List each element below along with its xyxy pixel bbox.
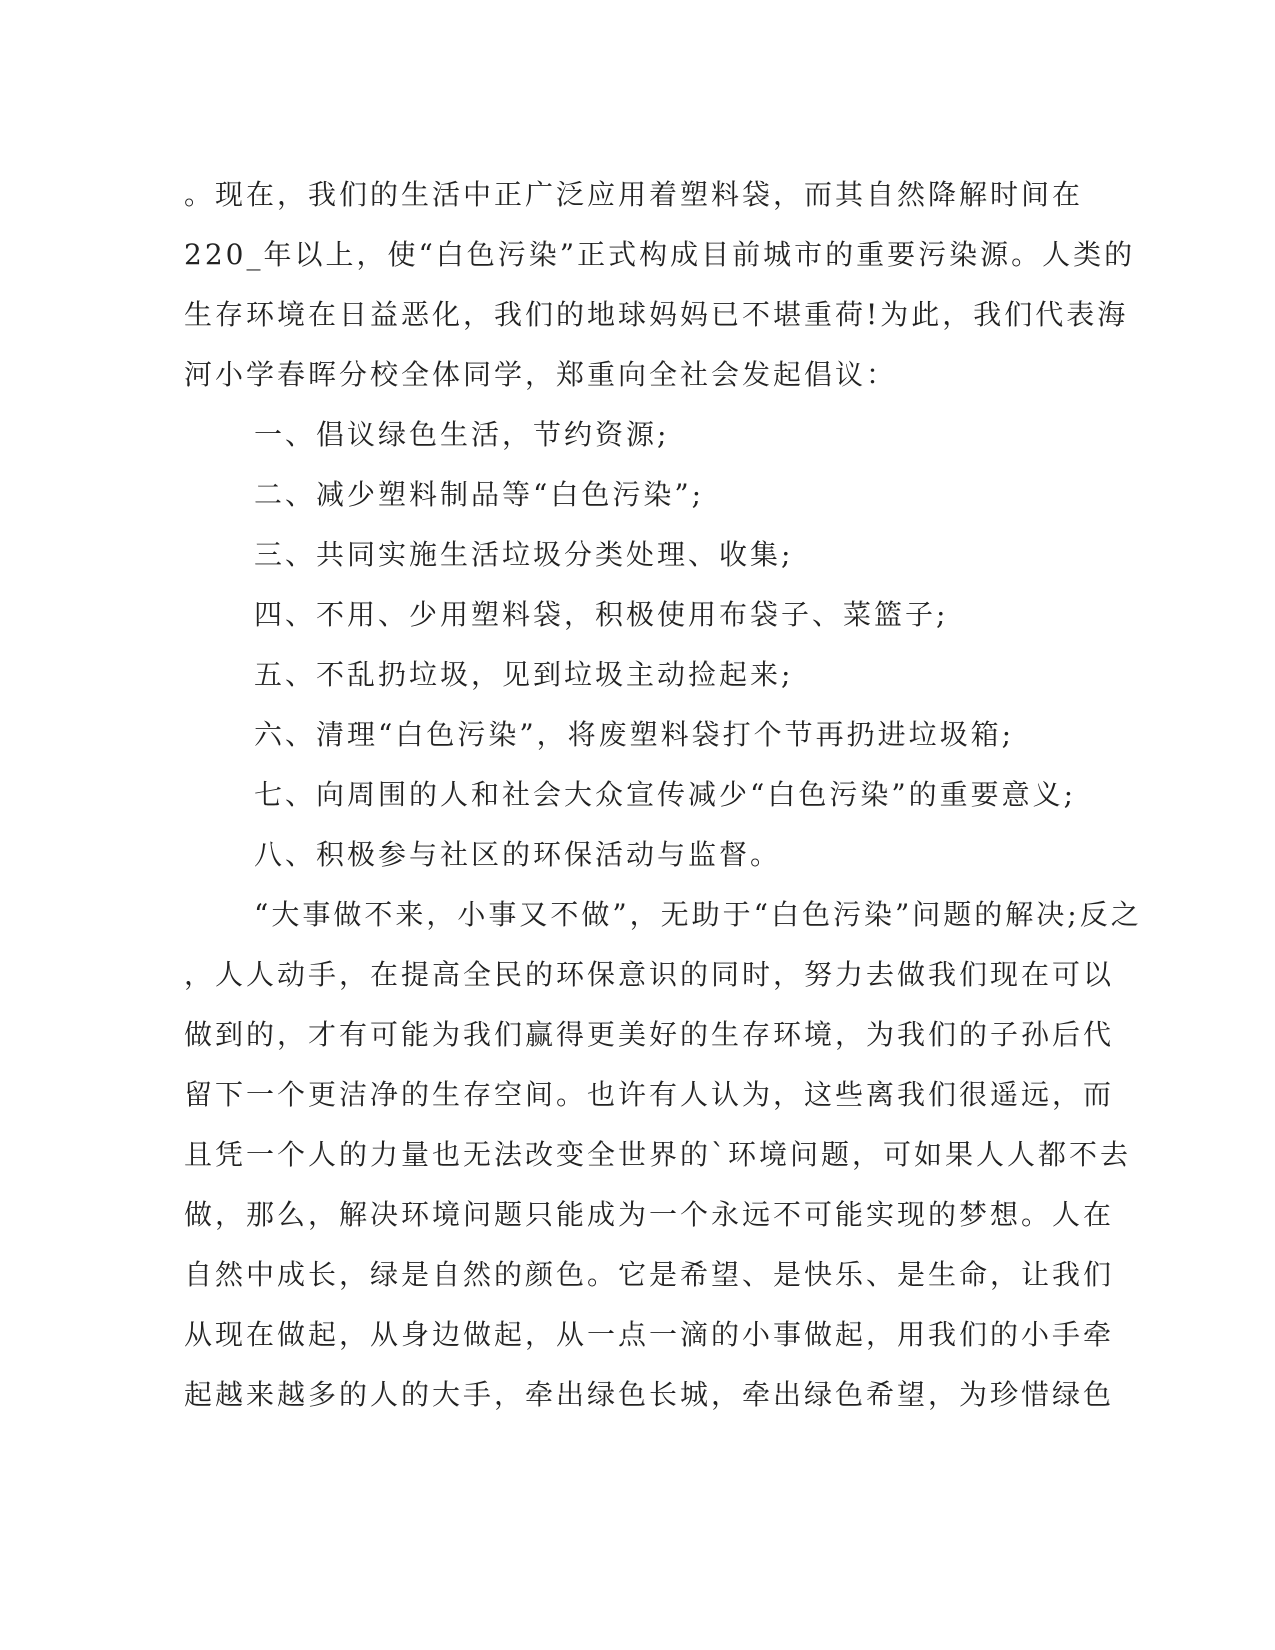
proposal-item: 四、不用、少用塑料袋，积极使用布袋子、菜篮子; [254,598,949,631]
paragraph-line: 做，那么，解决环境问题只能成为一个永远不可能实现的梦想。人在 [184,1198,1115,1231]
paragraph-line: 生存环境在日益恶化，我们的地球妈妈已不堪重荷!为此，我们代表海 [184,298,1129,331]
proposal-item: 七、向周围的人和社会大众宣传减少“白色污染”的重要意义; [254,778,1077,811]
paragraph-line: 自然中成长，绿是自然的颜色。它是希望、是快乐、是生命，让我们 [184,1258,1115,1291]
proposal-item: 三、共同实施生活垃圾分类处理、收集; [254,538,794,571]
proposal-item: 二、减少塑料制品等“白色污染”; [254,478,705,511]
paragraph-line: 从现在做起，从身边做起，从一点一滴的小事做起，用我们的小手牵 [184,1318,1115,1351]
paragraph-line: 。现在，我们的生活中正广泛应用着塑料袋，而其自然降解时间在 [184,178,1084,211]
paragraph-line: 做到的，才有可能为我们赢得更美好的生存环境，为我们的子孙后代 [184,1018,1115,1051]
proposal-item: 六、清理“白色污染”，将废塑料袋打个节再扔进垃圾箱; [254,718,1015,751]
paragraph-line: ，人人动手，在提高全民的环保意识的同时，努力去做我们现在可以 [184,958,1115,991]
paragraph-line: “大事做不来，小事又不做”，无助于“白色污染”问题的解决;反之 [254,898,1142,931]
paragraph-line: 且凭一个人的力量也无法改变全世界的`环境问题，可如果人人都不去 [184,1138,1132,1171]
paragraph-line: 220_年以上，使“白色污染”正式构成目前城市的重要污染源。人类的 [184,238,1136,271]
paragraph-line: 留下一个更洁净的生存空间。也许有人认为，这些离我们很遥远，而 [184,1078,1115,1111]
paragraph-line: 起越来越多的人的大手，牵出绿色长城，牵出绿色希望，为珍惜绿色 [184,1378,1115,1411]
proposal-item: 八、积极参与社区的环保活动与监督。 [254,838,782,871]
proposal-item: 一、倡议绿色生活，节约资源; [254,418,670,451]
document-body [184,165,1142,1425]
paragraph-line: 河小学春晖分校全体同学，郑重向全社会发起倡议： [184,358,898,391]
proposal-item: 五、不乱扔垃圾，见到垃圾主动捡起来; [254,658,794,691]
